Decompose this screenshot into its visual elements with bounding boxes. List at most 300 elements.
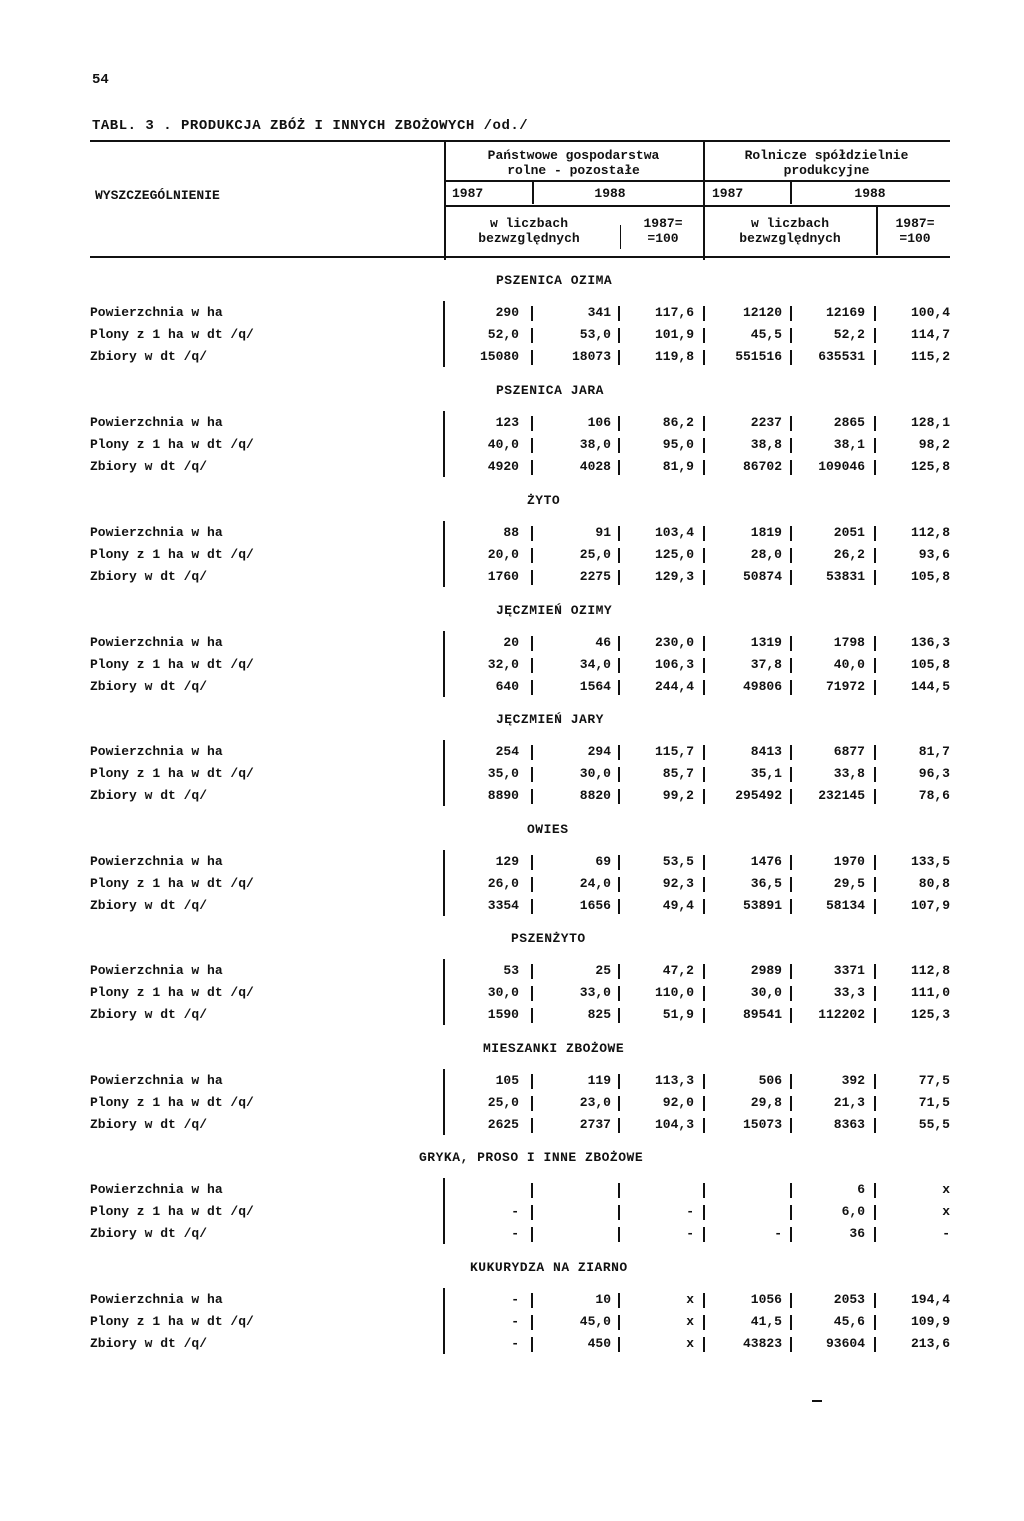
table-cell: 32,0 xyxy=(487,657,519,672)
section-title: MIESZANKI ZBOŻOWE xyxy=(483,1041,625,1056)
table-cell: 107,9 xyxy=(910,898,950,913)
cell-divider xyxy=(618,1227,620,1242)
cell-divider xyxy=(790,526,792,541)
cell-divider xyxy=(790,1118,792,1133)
table-cell: 1319 xyxy=(750,635,782,650)
section-title: PSZENICA JARA xyxy=(496,383,604,398)
cell-divider xyxy=(790,658,792,673)
row-label: Plony z 1 ha w dt /q/ xyxy=(90,437,254,452)
cell-divider xyxy=(531,460,533,475)
cell-divider xyxy=(874,1205,876,1220)
table-cell: 80,8 xyxy=(918,876,950,891)
cell-divider xyxy=(531,1074,533,1089)
table-cell: 53,5 xyxy=(662,854,694,869)
table-cell: 96,3 xyxy=(918,766,950,781)
cell-divider xyxy=(874,745,876,760)
table-cell: 85,7 xyxy=(662,766,694,781)
cell-divider xyxy=(531,1183,533,1198)
row-group-bar xyxy=(443,1069,445,1135)
table-cell: 106,3 xyxy=(654,657,694,672)
table-cell: 105 xyxy=(495,1073,519,1088)
cell-divider xyxy=(874,789,876,804)
row-group-bar xyxy=(443,959,445,1025)
cell-divider xyxy=(618,789,620,804)
header-rule xyxy=(444,180,950,182)
cell-divider xyxy=(790,1337,792,1352)
table-cell: 113,3 xyxy=(654,1073,694,1088)
cell-divider xyxy=(531,328,533,343)
table-cell: 640 xyxy=(495,679,519,694)
cell-divider xyxy=(618,877,620,892)
cell-divider xyxy=(790,767,792,782)
cell-divider xyxy=(790,745,792,760)
table-cell: 551516 xyxy=(735,349,782,364)
table-cell: 38,0 xyxy=(579,437,611,452)
table-cell: 40,0 xyxy=(833,657,865,672)
cell-divider xyxy=(874,1008,876,1023)
table-title: TABL. 3 . PRODUKCJA ZBÓŻ I INNYCH ZBOŻOWYCH /od./ xyxy=(92,118,529,134)
table-cell: 40,0 xyxy=(487,437,519,452)
row-label: Zbiory w dt /q/ xyxy=(90,1336,208,1351)
cell-divider xyxy=(618,416,620,431)
table-cell: 89541 xyxy=(742,1007,782,1022)
header-line: =100 xyxy=(647,231,679,246)
table-cell: 115,7 xyxy=(654,744,694,759)
cell-divider xyxy=(874,986,876,1001)
cell-divider xyxy=(531,767,533,782)
table-cell: 86,2 xyxy=(662,415,694,430)
cell-divider xyxy=(874,460,876,475)
cell-divider xyxy=(618,1293,620,1308)
table-cell: - xyxy=(511,1226,519,1241)
table-cell: 15073 xyxy=(742,1117,782,1132)
row-label: Zbiory w dt /q/ xyxy=(90,459,208,474)
table-cell: x xyxy=(942,1204,950,1219)
table-cell: 1656 xyxy=(579,898,611,913)
table-cell: 78,6 xyxy=(918,788,950,803)
cell-divider xyxy=(618,855,620,870)
table-cell: 114,7 xyxy=(910,327,950,342)
table-cell: 53891 xyxy=(742,898,782,913)
cell-divider xyxy=(618,548,620,563)
cell-divider xyxy=(790,1096,792,1111)
cell-divider xyxy=(874,526,876,541)
table-cell: 119 xyxy=(587,1073,611,1088)
cell-divider xyxy=(874,1337,876,1352)
table-cell: 294 xyxy=(587,744,611,759)
cell-divider xyxy=(874,548,876,563)
row-label: Plony z 1 ha w dt /q/ xyxy=(90,985,254,1000)
cell-divider xyxy=(874,964,876,979)
table-cell: 6,0 xyxy=(841,1204,865,1219)
table-cell: 29,5 xyxy=(833,876,865,891)
cell-divider xyxy=(790,306,792,321)
cell-divider xyxy=(531,1293,533,1308)
table-cell: 104,3 xyxy=(654,1117,694,1132)
cell-divider xyxy=(874,899,876,914)
table-cell: 26,0 xyxy=(487,876,519,891)
table-cell: 125,0 xyxy=(654,547,694,562)
table-cell: 45,0 xyxy=(579,1314,611,1329)
table-cell: 71,5 xyxy=(918,1095,950,1110)
table-cell: 1819 xyxy=(750,525,782,540)
table-cell: x xyxy=(686,1314,694,1329)
cell-divider xyxy=(531,1337,533,1352)
row-label: Powierzchnia w ha xyxy=(90,854,223,869)
cell-divider xyxy=(531,658,533,673)
section-title: JĘCZMIEŃ JARY xyxy=(496,712,604,727)
row-group-bar xyxy=(443,631,445,697)
cell-divider xyxy=(790,1293,792,1308)
table-cell: 86702 xyxy=(742,459,782,474)
cell-divider xyxy=(618,460,620,475)
table-cell: 1056 xyxy=(750,1292,782,1307)
row-label: Plony z 1 ha w dt /q/ xyxy=(90,657,254,672)
table-cell: 106 xyxy=(587,415,611,430)
table-cell: 29,8 xyxy=(750,1095,782,1110)
group-header-line: Państwowe gospodarstwa xyxy=(487,148,660,163)
cell-divider xyxy=(703,526,705,541)
section-title: OWIES xyxy=(527,822,569,837)
cell-divider xyxy=(790,1008,792,1023)
header-rule xyxy=(444,205,950,207)
section-title: PSZENŻYTO xyxy=(511,931,586,946)
table-cell: 36,5 xyxy=(750,876,782,891)
table-cell: 117,6 xyxy=(654,305,694,320)
table-cell: 95,0 xyxy=(662,437,694,452)
section-title: GRYKA, PROSO I INNE ZBOŻOWE xyxy=(419,1150,644,1165)
row-group-bar xyxy=(443,411,445,477)
table-cell: 111,0 xyxy=(910,985,950,1000)
row-label: Powierzchnia w ha xyxy=(90,305,223,320)
table-cell: 15080 xyxy=(479,349,519,364)
cell-divider xyxy=(618,1337,620,1352)
cell-divider xyxy=(618,636,620,651)
table-cell: 25,0 xyxy=(579,547,611,562)
table-cell: 88 xyxy=(503,525,519,540)
table-cell: 33,0 xyxy=(579,985,611,1000)
cell-divider xyxy=(618,1008,620,1023)
table-cell: 103,4 xyxy=(654,525,694,540)
cell-divider xyxy=(531,1096,533,1111)
table-cell: 10 xyxy=(595,1292,611,1307)
table-cell: 18073 xyxy=(571,349,611,364)
cell-divider xyxy=(531,1118,533,1133)
cell-divider xyxy=(618,1074,620,1089)
table-cell: 109,9 xyxy=(910,1314,950,1329)
table-cell: 105,8 xyxy=(910,569,950,584)
cell-divider xyxy=(703,1315,705,1330)
cell-divider xyxy=(874,306,876,321)
cell-divider xyxy=(874,1096,876,1111)
table-cell: - xyxy=(942,1226,950,1241)
table-cell: 21,3 xyxy=(833,1095,865,1110)
table-cell: 3354 xyxy=(487,898,519,913)
table-cell: 55,5 xyxy=(918,1117,950,1132)
cell-divider xyxy=(790,328,792,343)
cell-divider xyxy=(874,658,876,673)
row-label: Zbiory w dt /q/ xyxy=(90,1007,208,1022)
table-cell: 1798 xyxy=(833,635,865,650)
cell-divider xyxy=(790,680,792,695)
table-cell: 81,7 xyxy=(918,744,950,759)
row-label: Powierzchnia w ha xyxy=(90,1182,223,1197)
section-title: KUKURYDZA NA ZIARNO xyxy=(470,1260,628,1275)
table-cell: 50874 xyxy=(742,569,782,584)
cell-divider xyxy=(874,350,876,365)
section-title: JĘCZMIEŃ OZIMY xyxy=(496,603,613,618)
table-cell: 38,1 xyxy=(833,437,865,452)
cell-divider xyxy=(618,328,620,343)
cell-divider xyxy=(618,526,620,541)
row-label: Powierzchnia w ha xyxy=(90,963,223,978)
row-group-bar xyxy=(443,850,445,916)
table-cell: 28,0 xyxy=(750,547,782,562)
cell-divider xyxy=(703,658,705,673)
cell-divider xyxy=(703,1074,705,1089)
table-cell: 109046 xyxy=(818,459,865,474)
table-cell: - xyxy=(774,1226,782,1241)
cell-divider xyxy=(874,1293,876,1308)
cell-divider xyxy=(703,1227,705,1242)
header-line: bezwzględnych xyxy=(739,231,841,246)
table-cell: 71972 xyxy=(825,679,865,694)
table-cell: 101,9 xyxy=(654,327,694,342)
table-cell: 144,5 xyxy=(910,679,950,694)
table-cell: 26,2 xyxy=(833,547,865,562)
cell-divider xyxy=(874,328,876,343)
cell-divider xyxy=(874,1183,876,1198)
cell-divider xyxy=(531,416,533,431)
table-cell: 51,9 xyxy=(662,1007,694,1022)
table-cell: 69 xyxy=(595,854,611,869)
header-line: w liczbach xyxy=(750,216,829,231)
table-cell: 20 xyxy=(503,635,519,650)
row-label: Zbiory w dt /q/ xyxy=(90,788,208,803)
cell-divider xyxy=(790,548,792,563)
table-cell: 52,0 xyxy=(487,327,519,342)
cell-divider xyxy=(703,306,705,321)
table-cell: 46 xyxy=(595,635,611,650)
cell-divider xyxy=(790,1074,792,1089)
table-cell: 290 xyxy=(495,305,519,320)
row-label: Zbiory w dt /q/ xyxy=(90,898,208,913)
table-cell: 105,8 xyxy=(910,657,950,672)
cell-divider xyxy=(790,964,792,979)
cell-divider xyxy=(531,1008,533,1023)
table-cell: 1760 xyxy=(487,569,519,584)
cell-divider xyxy=(618,350,620,365)
table-cell: 41,5 xyxy=(750,1314,782,1329)
cell-divider xyxy=(790,636,792,651)
cell-divider xyxy=(531,570,533,585)
table-cell: 1476 xyxy=(750,854,782,869)
row-label: Plony z 1 ha w dt /q/ xyxy=(90,876,254,891)
page-number: 54 xyxy=(92,72,109,88)
table-cell: 6877 xyxy=(833,744,865,759)
row-label: Plony z 1 ha w dt /q/ xyxy=(90,327,254,342)
table-cell: 30,0 xyxy=(487,985,519,1000)
cell-divider xyxy=(531,680,533,695)
cell-divider xyxy=(531,306,533,321)
header-top-rule xyxy=(90,140,950,142)
cell-divider xyxy=(618,899,620,914)
row-group-bar xyxy=(443,301,445,367)
cell-divider xyxy=(703,438,705,453)
table-cell: 392 xyxy=(841,1073,865,1088)
table-cell: 194,4 xyxy=(910,1292,950,1307)
table-cell: 2737 xyxy=(579,1117,611,1132)
section-title: ŻYTO xyxy=(527,493,561,508)
cell-divider xyxy=(703,789,705,804)
group-header-cooperatives xyxy=(703,148,950,178)
cell-divider xyxy=(874,877,876,892)
cell-divider xyxy=(790,1183,792,1198)
row-label: Zbiory w dt /q/ xyxy=(90,349,208,364)
group-header-line: rolne - pozostałe xyxy=(507,163,640,178)
row-label: Powierzchnia w ha xyxy=(90,635,223,650)
cell-divider xyxy=(531,745,533,760)
table-cell: 25,0 xyxy=(487,1095,519,1110)
abs-values-header-1 xyxy=(444,216,614,246)
cell-divider xyxy=(703,964,705,979)
header-vline xyxy=(790,180,792,204)
cell-divider xyxy=(703,350,705,365)
table-cell: 98,2 xyxy=(918,437,950,452)
table-cell: 110,0 xyxy=(654,985,694,1000)
cell-divider xyxy=(790,789,792,804)
cell-divider xyxy=(703,1008,705,1023)
cell-divider xyxy=(618,1315,620,1330)
row-group-bar xyxy=(443,1288,445,1354)
cell-divider xyxy=(703,636,705,651)
table-cell: - xyxy=(686,1204,694,1219)
cell-divider xyxy=(874,438,876,453)
header-line: w liczbach xyxy=(489,216,568,231)
table-cell: 93,6 xyxy=(918,547,950,562)
cell-divider xyxy=(618,658,620,673)
index-header-2 xyxy=(880,216,950,246)
cell-divider xyxy=(703,745,705,760)
group-header-state-farms xyxy=(444,148,703,178)
cell-divider xyxy=(618,964,620,979)
table-cell: - xyxy=(511,1204,519,1219)
table-cell: 43823 xyxy=(742,1336,782,1351)
table-cell: 47,2 xyxy=(662,963,694,978)
table-cell: 35,0 xyxy=(487,766,519,781)
cell-divider xyxy=(618,1205,620,1220)
group-header-line: Rolnicze spółdzielnie xyxy=(744,148,909,163)
cell-divider xyxy=(790,460,792,475)
cell-divider xyxy=(531,1205,533,1220)
cell-divider xyxy=(618,1096,620,1111)
cell-divider xyxy=(790,350,792,365)
table-cell: 49806 xyxy=(742,679,782,694)
cell-divider xyxy=(618,680,620,695)
cell-divider xyxy=(703,1337,705,1352)
table-cell: 450 xyxy=(587,1336,611,1351)
cell-divider xyxy=(790,570,792,585)
table-cell: 136,3 xyxy=(910,635,950,650)
cell-divider xyxy=(531,964,533,979)
table-cell: x xyxy=(686,1336,694,1351)
table-cell: 112202 xyxy=(818,1007,865,1022)
table-cell: 341 xyxy=(587,305,611,320)
table-cell: 53,0 xyxy=(579,327,611,342)
table-cell: 125,8 xyxy=(910,459,950,474)
table-cell: 8413 xyxy=(750,744,782,759)
table-cell: 12120 xyxy=(742,305,782,320)
table-cell: 2865 xyxy=(833,415,865,430)
cell-divider xyxy=(618,306,620,321)
table-cell: 115,2 xyxy=(910,349,950,364)
cell-divider xyxy=(531,636,533,651)
table-cell: 232145 xyxy=(818,788,865,803)
row-label: Plony z 1 ha w dt /q/ xyxy=(90,766,254,781)
row-label: Plony z 1 ha w dt /q/ xyxy=(90,1314,254,1329)
table-cell: 45,5 xyxy=(750,327,782,342)
row-label-header: WYSZCZEGÓLNIENIE xyxy=(95,188,220,203)
year-1988-b: 1988 xyxy=(854,186,886,201)
header-vline xyxy=(620,225,621,249)
header-bottom-rule xyxy=(90,256,950,258)
table-cell: 6 xyxy=(857,1182,865,1197)
table-cell: x xyxy=(686,1292,694,1307)
table-cell: 129 xyxy=(495,854,519,869)
cell-divider xyxy=(618,1118,620,1133)
cell-divider xyxy=(703,899,705,914)
cell-divider xyxy=(790,877,792,892)
cell-divider xyxy=(618,570,620,585)
cell-divider xyxy=(703,855,705,870)
table-cell: 25 xyxy=(595,963,611,978)
table-cell: 1970 xyxy=(833,854,865,869)
header-line: bezwzględnych xyxy=(478,231,580,246)
cell-divider xyxy=(531,350,533,365)
table-cell: 133,5 xyxy=(910,854,950,869)
table-cell: 8820 xyxy=(579,788,611,803)
table-cell: - xyxy=(686,1226,694,1241)
header-line: =100 xyxy=(899,231,931,246)
table-cell: 58134 xyxy=(825,898,865,913)
cell-divider xyxy=(703,416,705,431)
cell-divider xyxy=(874,1074,876,1089)
cell-divider xyxy=(531,899,533,914)
table-cell: 20,0 xyxy=(487,547,519,562)
table-cell: 1564 xyxy=(579,679,611,694)
abs-values-header-2 xyxy=(706,216,874,246)
table-cell: 37,8 xyxy=(750,657,782,672)
year-1987-a: 1987 xyxy=(452,186,484,201)
table-cell: 119,8 xyxy=(654,349,694,364)
cell-divider xyxy=(531,1227,533,1242)
cell-divider xyxy=(703,328,705,343)
table-cell: 1590 xyxy=(487,1007,519,1022)
table-cell: 506 xyxy=(758,1073,782,1088)
cell-divider xyxy=(618,745,620,760)
cell-divider xyxy=(703,460,705,475)
cell-divider xyxy=(703,986,705,1001)
cell-divider xyxy=(531,877,533,892)
cell-divider xyxy=(618,1183,620,1198)
table-cell: 128,1 xyxy=(910,415,950,430)
row-label: Zbiory w dt /q/ xyxy=(90,1117,208,1132)
row-label: Powierzchnia w ha xyxy=(90,1292,223,1307)
table-cell: 49,4 xyxy=(662,898,694,913)
table-cell: 30,0 xyxy=(750,985,782,1000)
table-cell: 12169 xyxy=(825,305,865,320)
cell-divider xyxy=(703,1096,705,1111)
